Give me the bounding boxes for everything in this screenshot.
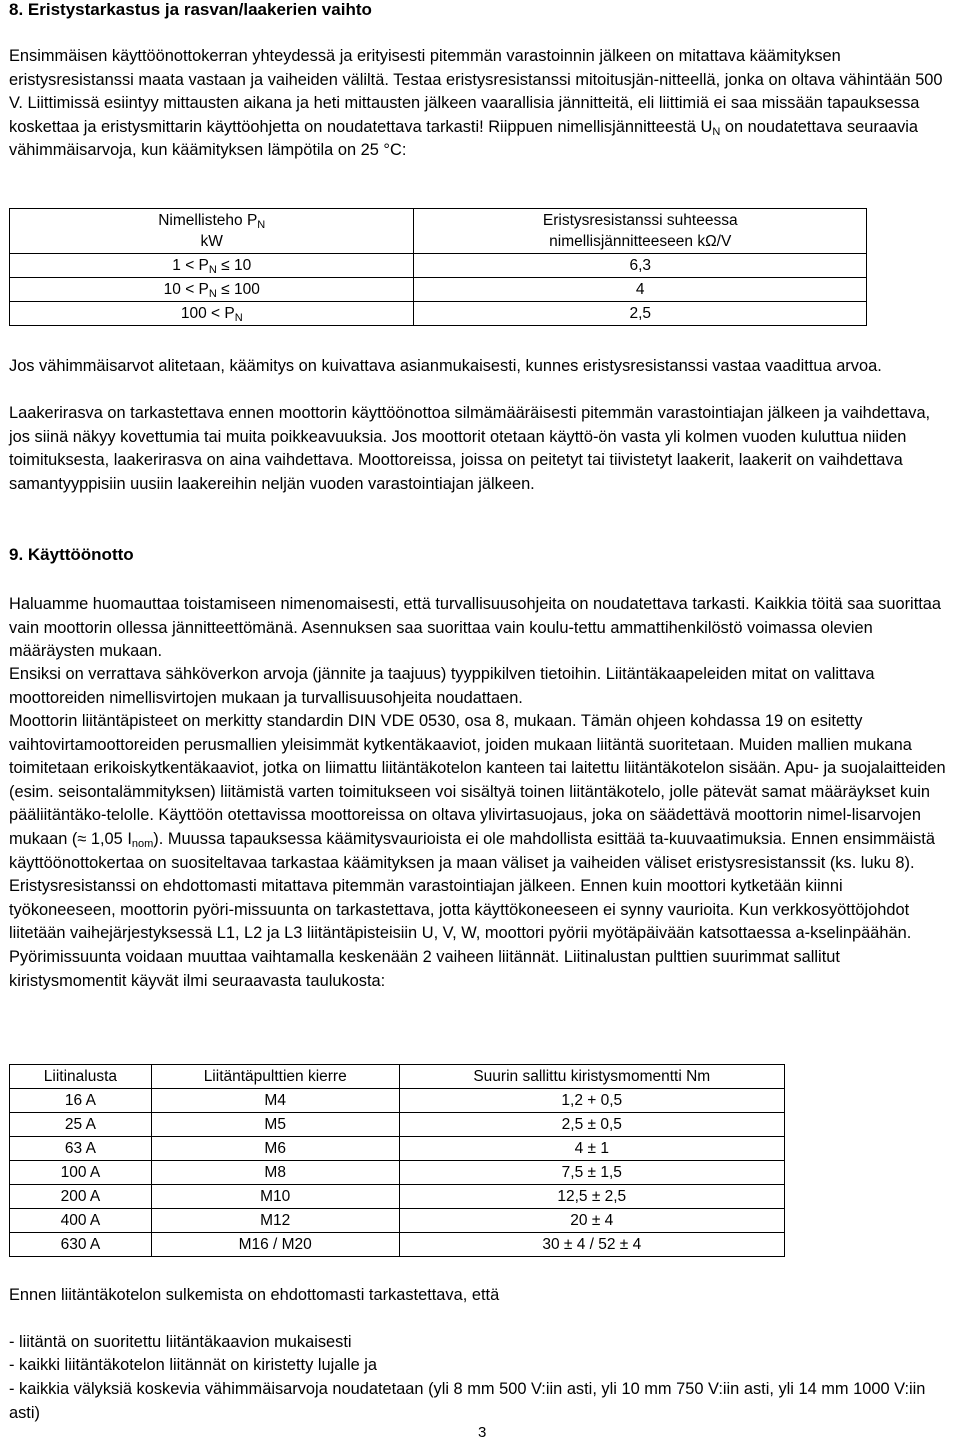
table-row [10,1137,785,1161]
section-8-intro-paragraph [9,45,951,163]
header-max-torque: Suurin sallittu kiristysmomentti Nm [399,1065,784,1089]
nom-subscript: nom [131,837,154,850]
terminal-board-cell: 100 A [10,1161,152,1185]
torque-cell: 4 ± 1 [399,1137,784,1161]
insulation-resistance-table [9,208,867,326]
thread-cell: M12 [151,1209,399,1233]
minimum-values-paragraph: Jos vähimmäisarvot alitetaan, käämitys on kuivattava asianmukaisesti, kunnes eristysresistanssi vastaa vaadittua arvoa. [9,357,882,375]
table-row [10,1185,785,1209]
safety-paragraph: Haluamme huomauttaa toistamiseen nimenomaisesti, että turvallisuusohjeita on noudatettava tarkasti. Kaikkia töitä saa suorittaa vain moottorin ollessa jännitteettömänä. Asennuksen saa suorittaa vain koulu-tettu ammattihenkilöstö voimassa olevien määräysten mukaan. [9,595,942,661]
terminal-board-cell: 25 A [10,1113,152,1137]
torque-table [9,1064,785,1257]
torque-cell: 7,5 ± 1,5 [399,1161,784,1185]
thread-cell: M10 [151,1185,399,1209]
power-range-cell: $100 < P_N$ [10,302,414,326]
section-8-heading: 8. Eristystarkastus ja rasvan/laakerien vaihto [9,0,372,19]
thread-cell: M8 [151,1161,399,1185]
checklist-item: - kaikki liitäntäkotelon liitännät on kiristetty lujalle ja [9,1356,378,1374]
torque-cell: 30 ± 4 / 52 ± 4 [399,1233,784,1257]
torque-cell: 12,5 ± 2,5 [399,1185,784,1209]
table-row [10,302,867,326]
table-row [10,1161,785,1185]
intro-text-part2: on noudatettava seuraavia vähimmäisarvoja, kun käämityksen lämpötila on 25 °C: [9,117,919,160]
closing-check-paragraph: Ennen liitäntäkotelon sulkemista on ehdottomasti tarkastettava, että [9,1286,500,1304]
terminal-board-cell: 400 A [10,1209,152,1233]
table-row [10,1233,785,1257]
table-header-row [10,209,867,254]
header-nominal-power: Nimellisteho $P_N$ kW [10,209,414,254]
connection-paragraph: Moottorin liitäntäpisteet on merkitty standardin DIN VDE 0530, osa 8, mukaan. Tämän ohjeen kohdassa 19 on esitetty vaihtovirtamoottoreiden perusmallien yleisimmät kytkentäkaaviot, joiden mukaan liitäntä suoritetaan. Muiden mallien mukana toimitetaan erikoiskytkentäkaaviot, jotka on liimattu liitäntäkotelon kanteen tai laitettu liitäntäkotelon sisään. Apu- ja suojalaitteiden (esim. seisontalämmityksen) liitämistä varten toimitukseen voi sisältyä toinen liitäntäkotelo, jolle pätevät samat määräykset kuin pääliitäntäko-telolle. Käyttöön otettavissa moottoreissa on oltava ylivirtasuojaus, joka on säädettävä moottorin nimel-lisarvojen mukaan (≈ 1,05 $I_{nom}$). Muussa tapauksessa käämitysvaurioista ei ole mahdollista esittää ta-kuuvaatimuksia. Ennen ensimmäistä käyttöönottokertaa on suositeltavaa tarkastaa käämityksen ja maan väliset ja vaiheiden väliset eristysresistanssit (ks. luku 8). Eristysresistanssi on ehdottomasti mitattava pitemmän varastointiajan jälkeen. Ennen kuin moottori kytketään kiinni työkoneeseen, moottorin pyöri-missuunta on tarkastettava, jotta käyttökoneeseen ei synny vaurioita. Kun verkkosyöttöjohdot liitetään vaihejärjestyksessä L1, L2 ja L3 liitäntäpisteisiin U, V, W, moottori pyörii myötäpäivään katsottaessa a-kselinpäähän. Pyörimissuunta voidaan muuttaa vaihtamalla keskenään 2 vaiheen liitännät. Liitinalustan pulttien suurimmat sallitut kiristysmomentit käyvät ilmi seuraavasta taulukosta: [9,712,946,990]
header-insulation-resistance: Eristysresistanssi suhteessa nimellisjännitteeseen kΩ/V [414,209,867,254]
mains-check-paragraph: Ensiksi on verrattava sähköverkon arvoja (jännite ja taajuus) tyyppikilven tietoihin. Liitäntäkaapeleiden mitat on valittava moottoreiden nimellisvirtojen mukaan ja turvallisuusohjeita noudattaen. [9,665,875,707]
terminal-board-cell: 16 A [10,1089,152,1113]
resistance-value-cell: 4 [414,278,867,302]
torque-cell: 20 ± 4 [399,1209,784,1233]
bearing-grease-paragraph: Laakerirasva on tarkastettava ennen moottorin käyttöönottoa silmämääräisesti pitemmän varastointiajan jälkeen ja vaihdettava, jos siinä näkyy kovettumia tai muita poikkeavuuksia. Jos moottorit otetaan käyttö-ön vasta yli kolmen vuoden kuluttua niiden toimituksesta, laakerirasva on aina vaihdettava. Moottoreissa, joissa on peitetyt tai tiivistetyt laakerit, laakerit on vaihdettava samantyyppisiin uusiin laakereihin neljän vuoden varastointiajan jälkeen. [9,404,931,493]
terminal-board-cell: 200 A [10,1185,152,1209]
table-row [10,254,867,278]
thread-cell: M6 [151,1137,399,1161]
header-terminal-board: Liitinalusta [10,1065,152,1089]
header-bolt-thread: Liitäntäpulttien kierre [151,1065,399,1089]
checklist-item: - liitäntä on suoritettu liitäntäkaavion mukaisesti [9,1333,352,1351]
page-number: 3 [478,1424,487,1441]
thread-cell: M5 [151,1113,399,1137]
table-row [10,1089,785,1113]
torque-cell: 2,5 ± 0,5 [399,1113,784,1137]
intro-text-part1: Ensimmäisen käyttöönottokerran yhteydessä ja erityisesti pitemmän varastoinnin jälkeen on mitattava käämityksen eristysresistanssi maata vastaan ja vaiheiden väliltä. Testaa eristysresistanssi mitoitusjän-nitteellä, jonka on oltava vähintään 500 V. Liittimissä esiintyy mittausten aikana ja heti mittausten jälkeen vaarallisia jännitteitä, eli liittimiä ei saa missään tapauksessa koskettaa ja eristysmittarin käyttöohjetta on noudatettava tarkasti! Riippuen nimellisjännitteestä U [9,47,943,136]
resistance-value-cell: 2,5 [414,302,867,326]
section-9-heading: 9. Käyttöönotto [9,545,134,564]
intro-subscript: N [712,125,721,138]
table-row [10,278,867,302]
table-row [10,1113,785,1137]
power-range-cell: $1 < P_N \le 10$ [10,254,414,278]
checklist-item: - kaikkia välyksiä koskevia vähimmäisarvoja noudatetaan (yli 8 mm 500 V:iin asti, yli 10 mm 750 V:iin asti, yli 14 mm 1000 V:iin asti) [9,1380,926,1422]
thread-cell: M16 / M20 [151,1233,399,1257]
terminal-board-cell: 630 A [10,1233,152,1257]
table-row [10,1209,785,1233]
resistance-value-cell: 6,3 [414,254,867,278]
torque-cell: 1,2 + 0,5 [399,1089,784,1113]
terminal-board-cell: 63 A [10,1137,152,1161]
thread-cell: M4 [151,1089,399,1113]
torque-table-header-row [10,1065,785,1089]
power-range-cell: $10 < P_N \le 100$ [10,278,414,302]
